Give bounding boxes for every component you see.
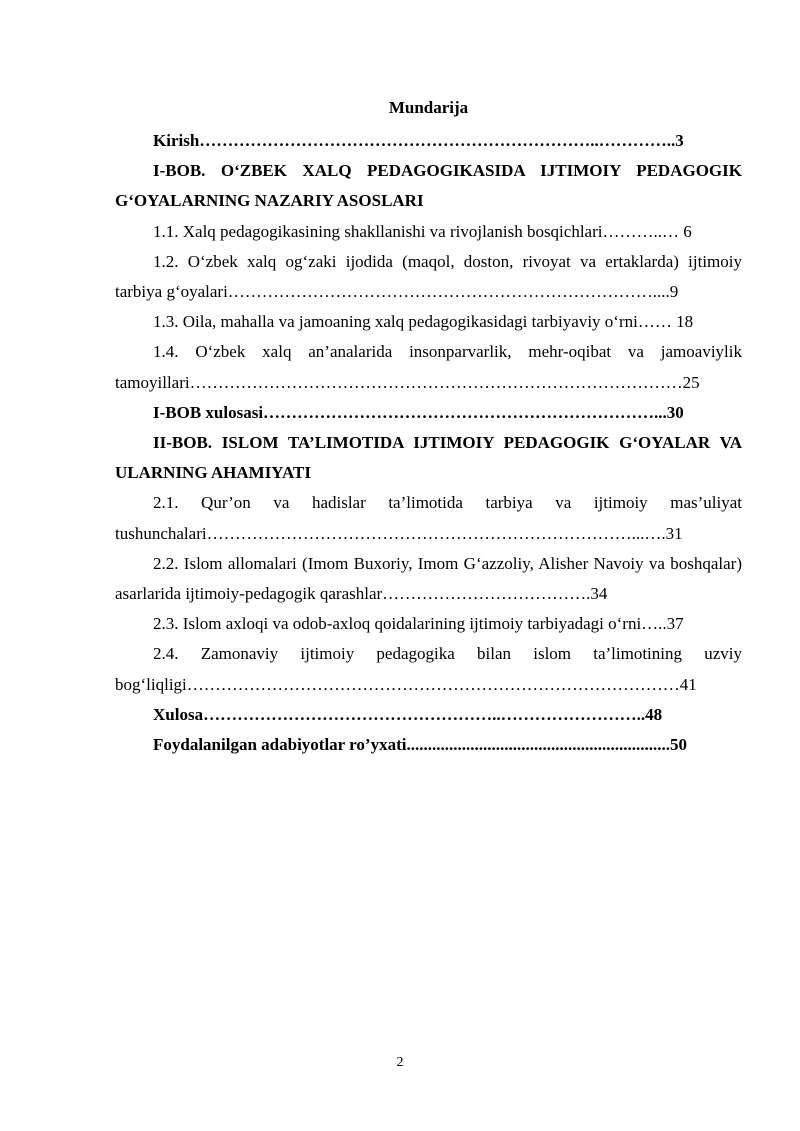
document-page <box>115 0 742 1131</box>
toc-entry-1-2[interactable]: 1.2. O‘zbek xalq og‘zaki ijodida (maqol, doston, rivoyat va ertaklarda) ijtimoiy tarbiya g‘oyalari…………………………………………………………………....9 <box>115 251 742 302</box>
page-number: 2 <box>396 1055 404 1070</box>
toc-entry-conclusion[interactable]: Xulosa……………………………………………..……………………..48 <box>153 704 663 724</box>
toc-entry-2-2[interactable]: 2.2. Islom allomalari (Imom Buxoriy, Imom G‘azzoliy, Alisher Navoiy va boshqalar) asarlarida ijtimoiy-pedagogik qarashlar……………………………….34 <box>115 553 742 604</box>
toc-entry-2-3[interactable]: 2.3. Islom axloqi va odob-axloq qoidalarining ijtimoiy tarbiyadagi o‘rni…..37 <box>153 614 684 634</box>
toc-entry-2-4[interactable]: 2.4. Zamonaviy ijtimoiy pedagogika bilan islom ta’limotining uzviy bog‘liqligi……………………………………………………………………………41 <box>115 644 742 694</box>
toc-title: Mundarija <box>388 98 469 117</box>
toc-entry-chapter-1[interactable]: I-BOB. O‘ZBEK XALQ PEDAGOGIKASIDA IJTIMOIY PEDAGOGIK G‘OYALARNING NAZARIY ASOSLARI <box>115 161 742 211</box>
toc-entry-chapter-2[interactable]: II-BOB. ISLOM TA’LIMOTIDA IJTIMOIY PEDAGOGIK G‘OYALAR VA ULARNING AHAMIYATI <box>115 433 742 483</box>
toc-entry-bibliography[interactable]: Foydalanilgan adabiyotlar ro’yxati..............................................................50 <box>153 735 687 755</box>
toc-entry-chapter-1-summary[interactable]: I-BOB xulosasi……………………………………………………………...30 <box>153 402 684 422</box>
toc-entry-1-4[interactable]: 1.4. O‘zbek xalq an’analarida insonparvarlik, mehr-oqibat va jamoaviylik tamoyillari……………………………………………………………………………25 <box>115 342 742 392</box>
table-of-contents <box>115 126 742 760</box>
toc-entry-1-1[interactable]: 1.1. Xalq pedagogikasining shakllanishi va rivojlanish bosqichlari………..… 6 <box>153 221 692 241</box>
toc-entry-1-3[interactable]: 1.3. Oila, mahalla va jamoaning xalq pedagogikasidagi tarbiyaviy o‘rni…… 18 <box>153 312 694 332</box>
toc-entry-introduction[interactable]: Kirish……………………………………………………………..…………..3 <box>153 131 684 150</box>
toc-entry-2-1[interactable]: 2.1. Qur’on va hadislar ta’limotida tarbiya va ijtimoiy mas’uliyat tushunchalari…………………………………………………………………...….31 <box>115 493 742 543</box>
